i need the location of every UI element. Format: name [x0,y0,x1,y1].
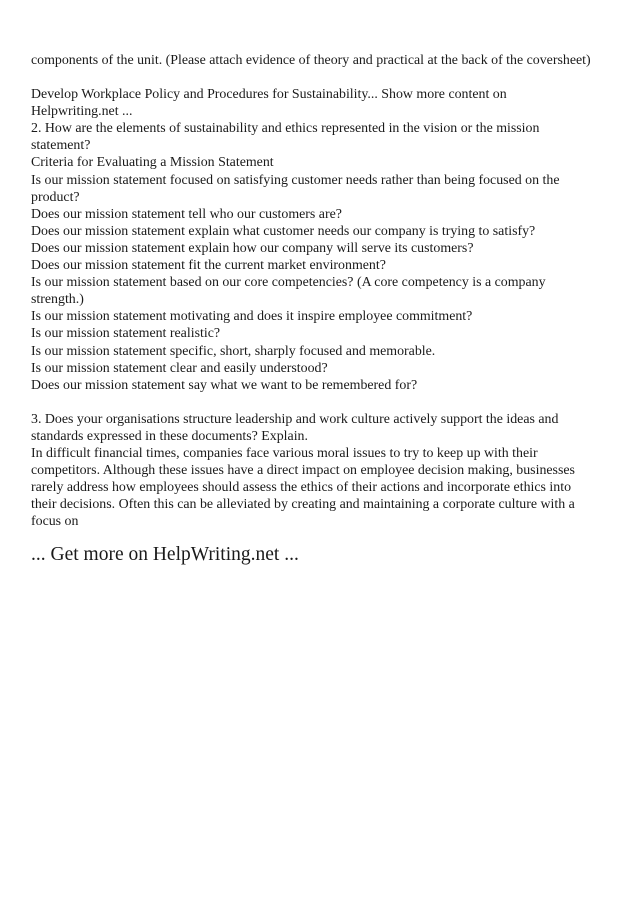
text-line: product? [31,189,80,205]
text-line: standards expressed in these documents? Explain. [31,428,308,444]
paragraph-mission-criteria [31,86,631,394]
paragraph-gap [31,394,631,411]
text-line: Is our mission statement focused on satisfying customer needs rather than being focused on the [31,172,560,188]
text-line: In difficult financial times, companies face various moral issues to try to keep up with their [31,445,538,461]
text-line: Is our mission statement specific, short, sharply focused and memorable. [31,343,436,359]
text-line: Develop Workplace Policy and Procedures for Sustainability... Show more content on [31,87,507,103]
text-line: strength.) [31,292,84,308]
text-line: their decisions. Often this can be alleviated by creating and maintaining a corporate culture with a [31,497,575,513]
paragraph-intro [31,52,631,69]
text-line: components of the unit. (Please attach evidence of theory and practical at the back of the coversheet) [31,53,591,68]
text-line: competitors. Although these issues have a direct impact on employee decision making, businesses [31,463,575,479]
text-line: Is our mission statement clear and easily understood? [31,360,328,376]
section-heading: Criteria for Evaluating a Mission Statement [31,155,274,171]
get-more-link[interactable]: ... Get more on HelpWriting.net ... [31,544,299,565]
text-line: Is our mission statement based on our core competencies? (A core competency is a company [31,275,546,291]
text-line: rarely address how employees should assess the ethics of their actions and incorporate ethics into [31,480,572,496]
text-line: focus on [31,514,79,530]
text-line: statement? [31,138,91,154]
text-line: Does our mission statement say what we want to be remembered for? [31,377,418,393]
document-body [31,52,631,530]
paragraph-culture [31,411,631,531]
question-heading: 2. How are the elements of sustainability and ethics represented in the vision or the mission [31,121,540,137]
text-line: Does our mission statement explain how our company will serve its customers? [31,240,474,256]
text-line: Does our mission statement explain what customer needs our company is trying to satisfy? [31,223,536,239]
text-line: Helpwriting.net ... [31,104,133,120]
text-line: Is our mission statement realistic? [31,326,221,342]
text-line: Does our mission statement tell who our customers are? [31,206,342,222]
text-line: Does our mission statement fit the current market environment? [31,258,386,274]
text-line: Is our mission statement motivating and does it inspire employee commitment? [31,309,473,325]
question-heading: 3. Does your organisations structure leadership and work culture actively support the ideas and [31,411,559,427]
paragraph-gap [31,69,631,86]
